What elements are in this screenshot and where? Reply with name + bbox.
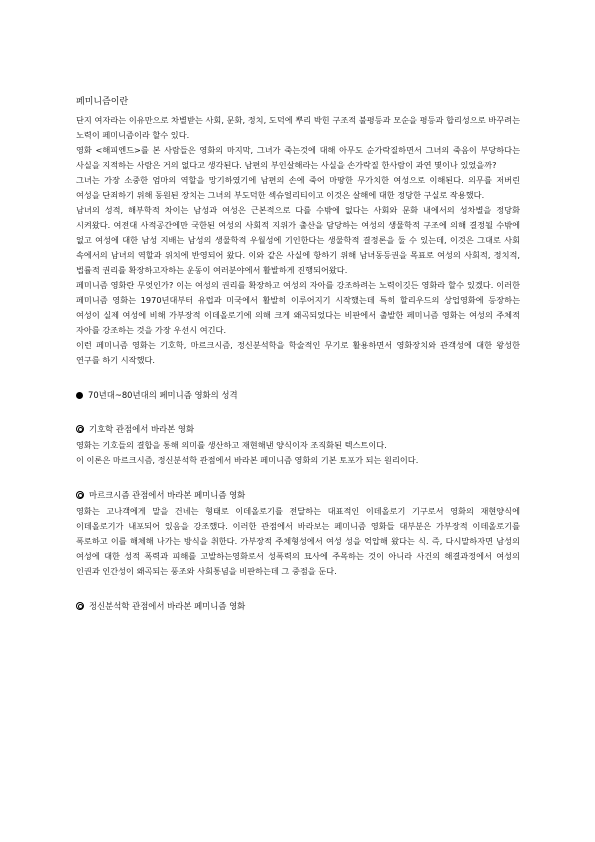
paragraph: 이 이론은 마르크시즘, 정신분석학 관점에서 바라본 페미니즘 영화의 기본 토포가 되는 원리이다. [76,455,419,465]
paragraph: 영화 <해피엔드>를 본 사람들은 영화의 마지막, 그녀가 죽는것에 대해 아무도 순가락질하면서 그녀의 죽음이 부당하다는 사실을 지적하는 사람은 거의 없다고 생각된다. 남편의 부인살해라는 사실을 손가락질 한사람이 과연 몇이나 있었을까? [76,145,520,170]
paragraph: 단지 여자라는 이유만으로 차별받는 사회, 문화, 정치, 도덕에 뿌리 박힌 구조적 불평등과 모순을 평등과 합리성으로 바꾸려는 노력이 페미니즘이라 할수 있다. [76,115,520,140]
subsection-title: 마르크시즘 관점에서 바라본 페미니즘 영화 [89,490,246,500]
paragraph: 남녀의 성적, 해부학적 차이는 남성과 여성은 근본적으로 다를 수밖에 없다는 사회와 문화 내에서의 성차별을 정당화 시켜왔다. 여전대 사적공간에만 국한된 여성의 사회적 지위가 출산을 담당하는 여성의 생물학적 구조에 의해 결정될 수밖에 없고 여성에 대한 남성 지배는 남성의 생물학적 우월성에 기인한다는 생물학적 결정론을 둘 수 있는데, 이것은 그대로 사회 속에서의 남녀의 역할과 위치에 반영되어 왔다. 이와 같은 사실에 항하기 위해 남녀동등권을 목표로 여성의 사회적, 정치적, 법률적 권리를 확장하고자하는 운동이 여러분야에서 활발하게 진행되어왔다. [76,205,520,275]
subsection-title: 정신분석학 관점에서 바라본 페미니즘 영화 [89,601,246,611]
document-body [76,96,520,615]
main-section-heading [76,388,520,402]
subsection-heading [76,488,520,502]
main-section-title: 70년대~80년대의 페미니즘 영화의 성격 [88,390,238,400]
double-circle-bullet-icon [76,425,84,433]
intro-section [76,113,520,368]
filled-circle-bullet-icon [76,392,83,399]
double-circle-bullet-icon [76,491,84,499]
paragraph: 영화는 기호들의 결합을 통해 의미를 생산하고 재현해낸 양식이자 조직화된 텍스트이다. [76,440,387,450]
paragraph: 그녀는 가장 소중한 엄마의 역할을 망기하였기에 남편의 손에 죽어 마땅한 무가치한 여성으로 이해된다. 의무를 저버린 여성을 단죄하기 위해 동원된 장치는 그녀의 부도덕한 섹슈얼리티이고 이것은 살해에 대한 정당한 구실로 작용했다. [76,175,520,200]
paragraph: 이런 페미니즘 영화는 기호학, 마르크시즘, 정신분석학을 학술적인 무기로 활용하면서 영화장치와 관객성에 대한 왕성한 연구를 하기 시작했다. [76,340,520,365]
subsection-heading [76,422,520,436]
document-title: 페미니즘이란 [76,97,129,107]
subsection-title: 기호학 관점에서 바라본 영화 [89,424,195,434]
double-circle-bullet-icon [76,602,84,610]
paragraph: 페미니즘 영화란 무엇인가? 이는 여성의 권리를 확장하고 여성의 자아를 강조하려는 노력이깃든 영화라 할수 있겠다. 이러한 페미니즘 영화는 1970년대부터 유럽과 미국에서 활발히 이루어지기 시작했는데 특히 할리우드의 상업영화에 등장하는 여성이 실제 여성에 비해 가부장적 이데올로기에 의해 크게 왜곡되었다는 비판에서 출발한 페미니즘 영화는 여성의 주체적 자아를 강조하는 것을 가장 우선시 여긴다. [76,280,520,335]
subsection-heading [76,599,520,613]
paragraph: 영화는 고나객에게 말을 건네는 형태로 이데올로기를 전달하는 대표적인 이데올로기 기구로서 영화의 재현양식에 이데올로기가 내포되어 있음을 강조했다. 이러한 관점에서 바라보는 페미니즘 영화들 대부분은 가부장적 이데올로기를 폭로하고 이를 해체해 나가는 방식을 취한다. 가부장적 주체형성에서 여성 성을 억압해 왔다는 식. 즉, 다시말하자면 남성의 여성에 대한 성적 폭력과 피해를 고발하는영화로서 성폭력의 묘사에 주목하는 것이 아니라 사건의 해결과정에서 여성의 인권과 인간성이 왜곡되는 풍조와 사회통념을 비판하는데 그 중점을 둔다. [76,506,520,576]
